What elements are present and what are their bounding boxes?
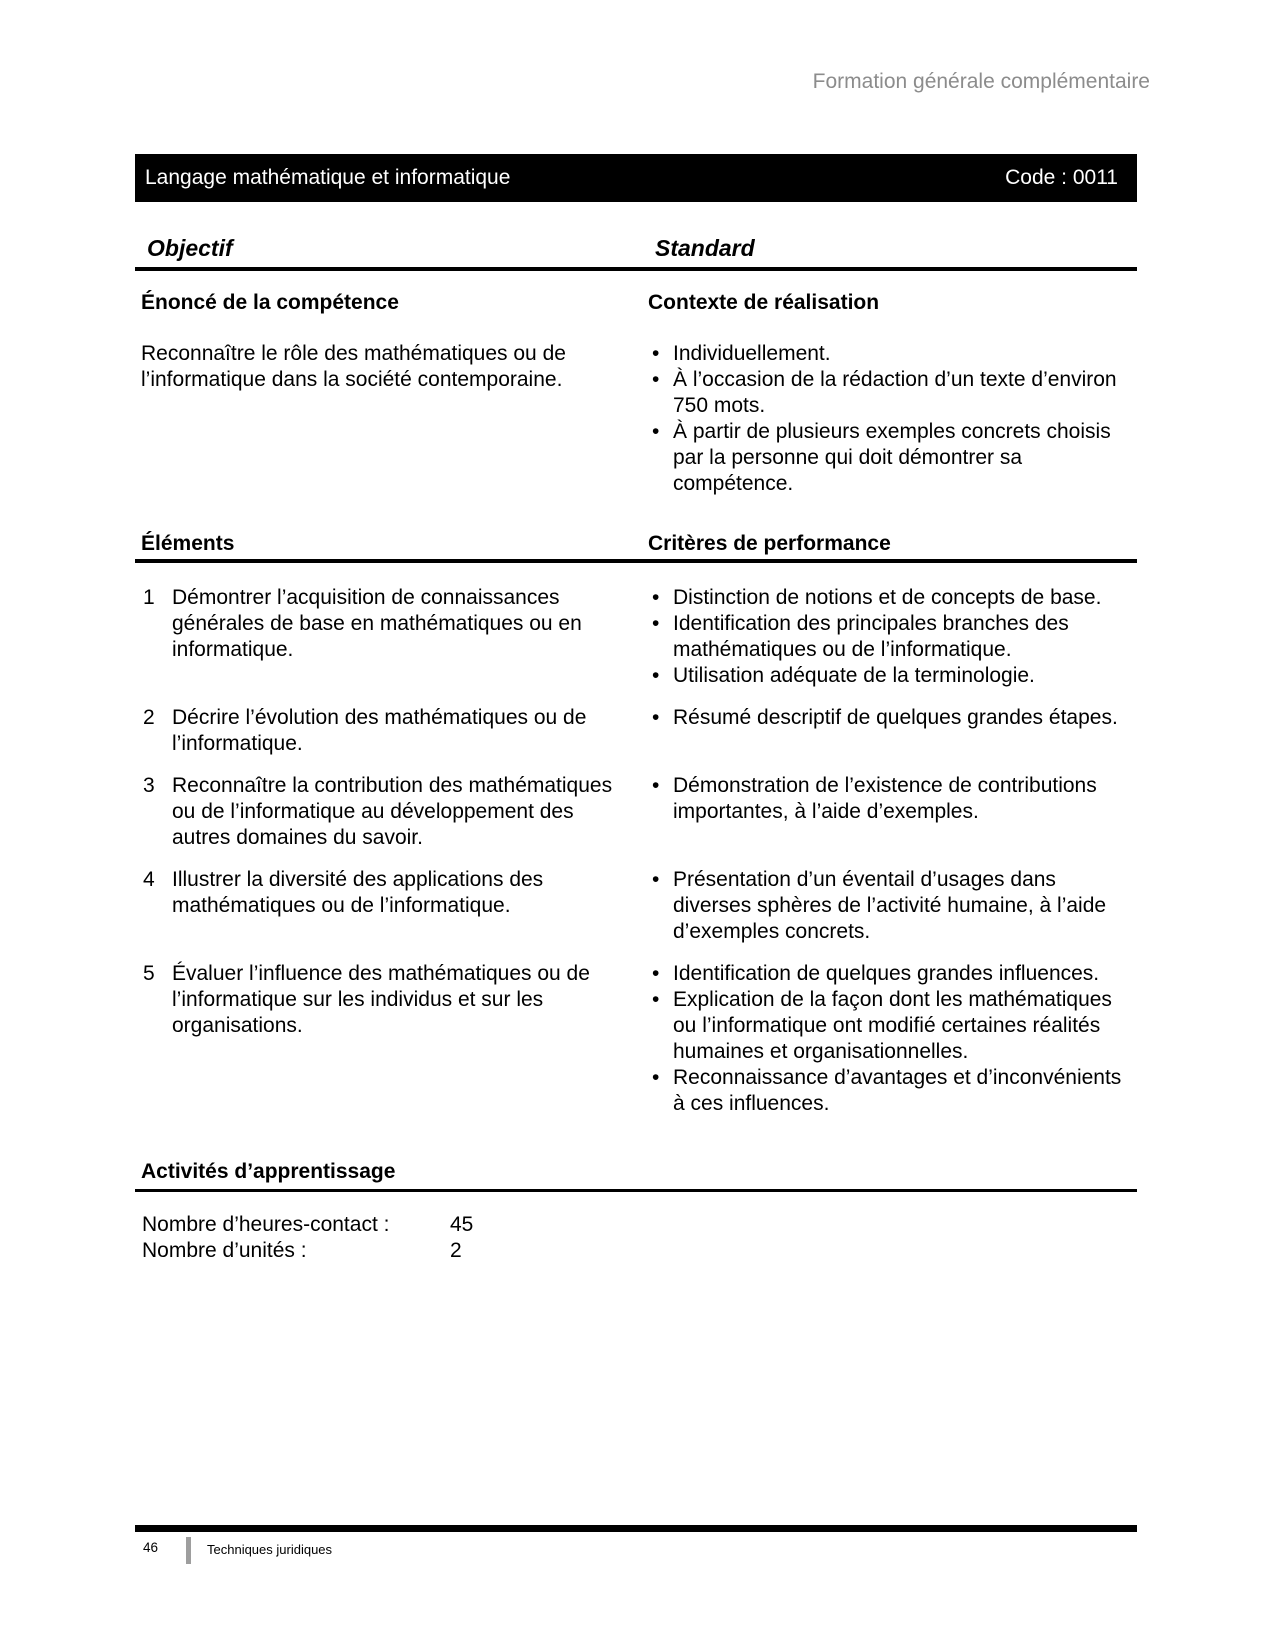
element-number: 4 (143, 868, 155, 891)
course-title: Langage mathématique et informatique (145, 166, 511, 189)
element-row-2 (135, 705, 1137, 757)
element-row-5 (135, 961, 1137, 1117)
element-row-3 (135, 773, 1137, 851)
footer-rule (135, 1525, 1137, 1532)
criteria-bullet: • Distinction de notions et de concepts de base. (645, 585, 1137, 611)
footer-divider-bar (186, 1537, 191, 1564)
contexte-bullet: • À l’occasion de la rédaction d’un texte d’environ 750 mots. (645, 367, 1137, 419)
heures-contact-value: 45 (450, 1213, 474, 1236)
contexte-bullet-list (645, 341, 1137, 497)
heures-contact-row (142, 1212, 1137, 1238)
criteria-list (645, 585, 1137, 689)
criteria-list (645, 961, 1137, 1117)
main-content (135, 236, 1137, 1264)
criteria-bullet: • Résumé descriptif de quelques grandes étapes. (645, 705, 1137, 731)
unites-label: Nombre d’unités : (142, 1239, 307, 1262)
criteria-list (645, 705, 1137, 731)
competence-statement: Reconnaître le rôle des mathématiques ou de l’informatique dans la société contemporaine. (141, 342, 566, 391)
criteria-bullet: • Utilisation adéquate de la terminologie. (645, 663, 1137, 689)
element-text: Reconnaître la contribution des mathématiques ou de l’informatique au développement des autres domaines du savoir. (172, 774, 613, 849)
unites-row (142, 1238, 1137, 1264)
contexte-bullet: • Individuellement. (645, 341, 1137, 367)
unites-value: 2 (450, 1239, 462, 1262)
element-text: Évaluer l’influence des mathématiques ou de l’informatique sur les individus et sur les organisations. (172, 962, 590, 1037)
criteria-bullet: • Reconnaissance d’avantages et d’inconvénients à ces influences. (645, 1065, 1137, 1117)
criteria-list (645, 773, 1137, 825)
running-header: Formation générale complémentaire (812, 70, 1150, 93)
objectif-heading: Objectif (147, 235, 233, 261)
element-number: 2 (143, 706, 155, 729)
course-code: Code : 0011 (1005, 166, 1118, 189)
criteria-bullet: • Démonstration de l’existence de contributions importantes, à l’aide d’exemples. (645, 773, 1137, 825)
criteria-bullet: • Identification des principales branches des mathématiques ou de l’informatique. (645, 611, 1137, 663)
element-row-4 (135, 867, 1137, 945)
element-number: 3 (143, 774, 155, 797)
element-text: Illustrer la diversité des applications des mathématiques ou de l’informatique. (172, 868, 544, 917)
element-number: 1 (143, 586, 155, 609)
objectif-standard-header-row (135, 236, 1137, 271)
competence-headings-row (135, 292, 1137, 314)
contexte-realisation-heading: Contexte de réalisation (648, 291, 880, 314)
competence-body-row (135, 341, 1137, 497)
contexte-bullet: • À partir de plusieurs exemples concrets choisis par la personne qui doit démontrer sa compétence. (645, 419, 1137, 497)
activites-apprentissage-heading: Activités d’apprentissage (135, 1161, 1137, 1192)
criteria-list (645, 867, 1137, 945)
course-title-bar (135, 154, 1137, 202)
activities-values (135, 1212, 1137, 1264)
heures-contact-label: Nombre d’heures-contact : (142, 1213, 390, 1236)
footer-page-number: 46 (143, 1540, 159, 1555)
footer-section-title: Techniques juridiques (207, 1542, 333, 1557)
criteria-bullet: • Présentation d’un éventail d’usages dans diverses sphères de l’activité humaine, à l’aide d’exemples concrets. (645, 867, 1137, 945)
standard-heading: Standard (655, 235, 755, 261)
element-row-1 (135, 585, 1137, 689)
element-text: Décrire l’évolution des mathématiques ou de l’informatique. (172, 706, 587, 755)
enonce-competence-heading: Énoncé de la compétence (141, 291, 399, 314)
criteria-bullet: • Explication de la façon dont les mathématiques ou l’informatique ont modifié certaines réalités humaines et organisationnelles. (645, 987, 1137, 1065)
element-text: Démontrer l’acquisition de connaissances générales de base en mathématiques ou en informatique. (172, 586, 582, 661)
criteria-bullet: • Identification de quelques grandes influences. (645, 961, 1137, 987)
elements-heading: Éléments (141, 532, 235, 555)
elements-criteres-headings-row (135, 533, 1137, 563)
criteres-performance-heading: Critères de performance (648, 532, 891, 555)
element-number: 5 (143, 962, 155, 985)
